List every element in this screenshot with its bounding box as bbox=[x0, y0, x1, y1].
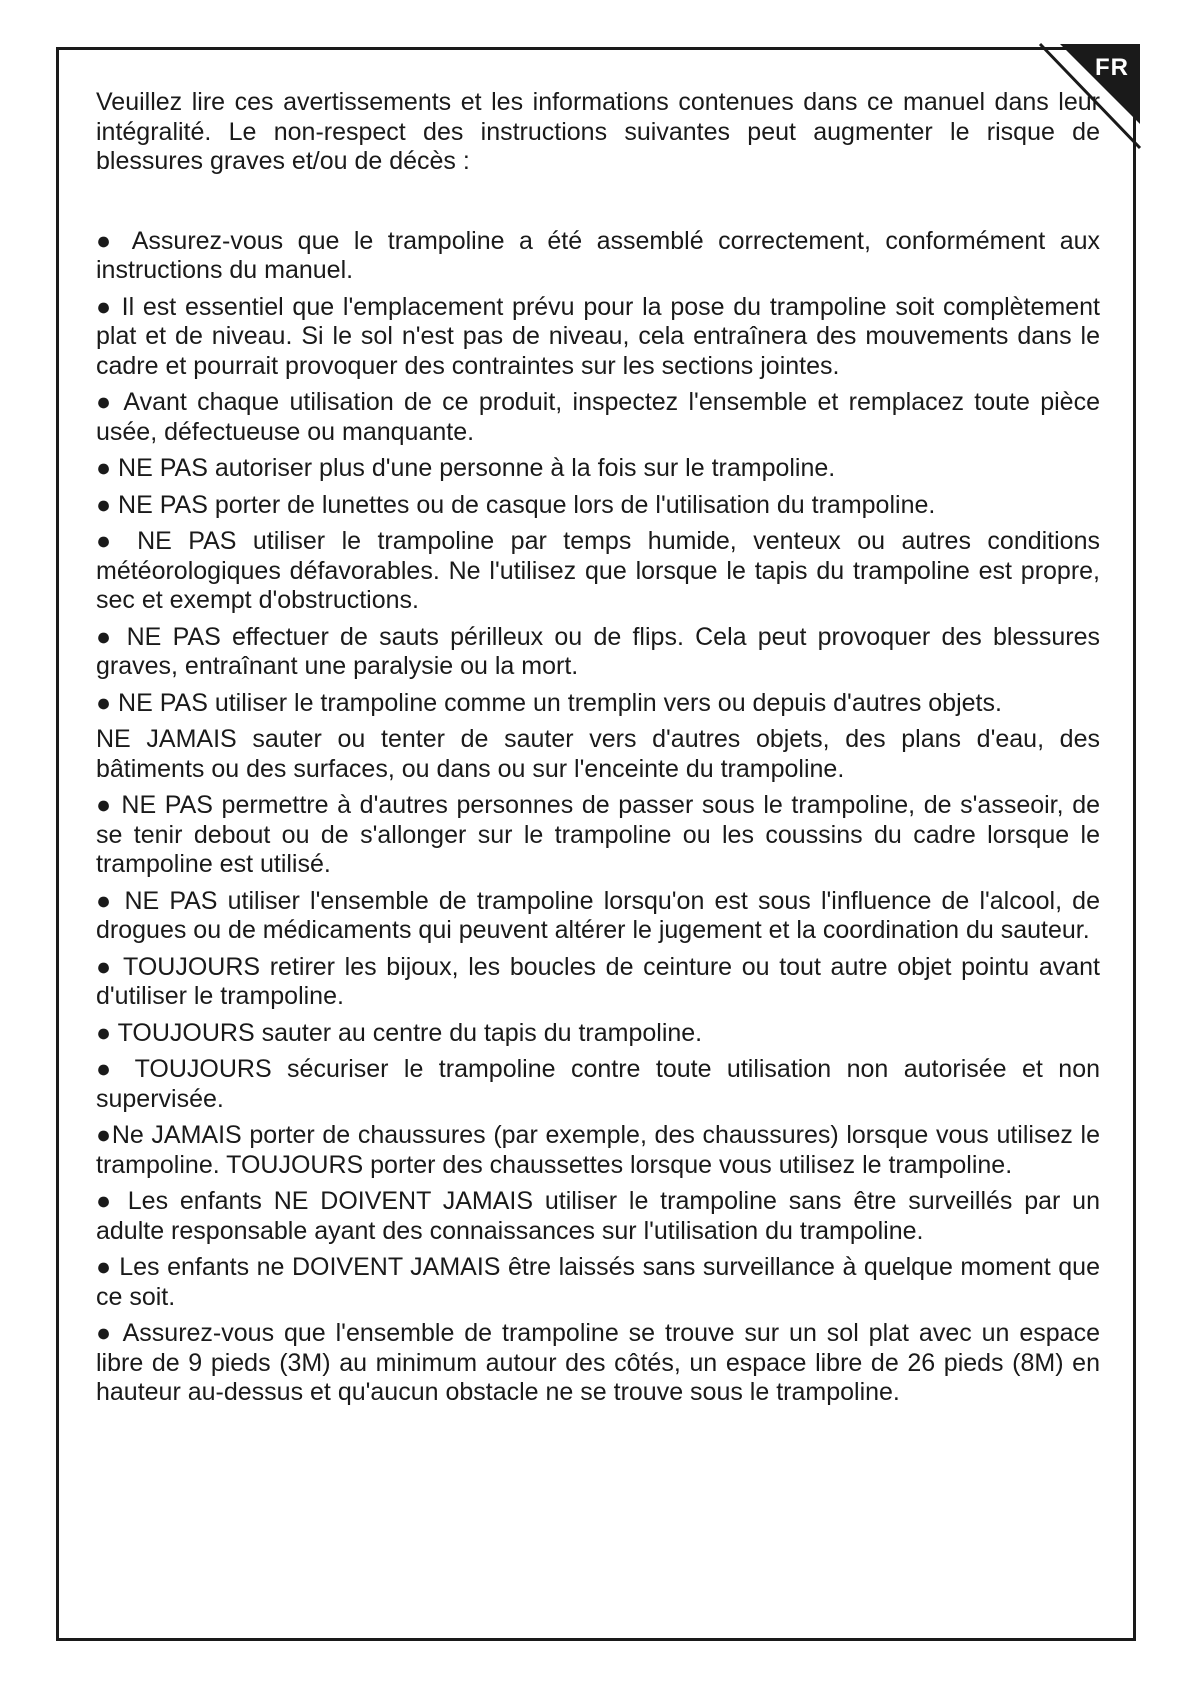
warning-item: ● Avant chaque utilisation de ce produit, inspectez l'ensemble et remplacez toute pièce usée, défectueuse ou manquante. bbox=[96, 388, 1100, 446]
warning-item: ● TOUJOURS retirer les bijoux, les boucles de ceinture ou tout autre objet pointu avant d'utiliser le trampoline. bbox=[96, 952, 1100, 1010]
warning-item: ● Assurez-vous que l'ensemble de trampoline se trouve sur un sol plat avec un espace libre de 9 pieds (3M) au minimum autour des côtés, un espace libre de 26 pieds (8M) en hauteur au-dessus et qu'aucun obstacle ne se trouve sous le trampoline. bbox=[96, 1319, 1100, 1406]
language-tag: FR bbox=[1095, 54, 1129, 81]
warning-item: ● Assurez-vous que le trampoline a été assemblé correctement, conformément aux instructions du manuel. bbox=[96, 226, 1100, 284]
warning-item: ● Il est essentiel que l'emplacement prévu pour la pose du trampoline soit complètement plat et de niveau. Si le sol n'est pas de niveau, cela entraînera des mouvements dans le cadre et pourrait provoquer des contraintes sur les sections jointes. bbox=[96, 292, 1100, 380]
warnings-content bbox=[96, 88, 1100, 1415]
warning-item: ●Ne JAMAIS porter de chaussures (par exemple, des chaussures) lorsque vous utilisez le trampoline. TOUJOURS porter des chaussettes lorsque vous utilisez le trampoline. bbox=[96, 1121, 1100, 1179]
intro-paragraph: Veuillez lire ces avertissements et les informations contenues dans ce manuel dans leur intégralité. Le non-respect des instructions suivantes peut augmenter le risque de blessures graves et/ou de décès : bbox=[96, 88, 1100, 175]
warning-item: ● NE PAS porter de lunettes ou de casque lors de l'utilisation du trampoline. bbox=[96, 490, 936, 519]
warning-item: ● TOUJOURS sauter au centre du tapis du trampoline. bbox=[96, 1018, 703, 1047]
warning-item: ● NE PAS utiliser le trampoline comme un tremplin vers ou depuis d'autres objets. bbox=[96, 688, 1002, 717]
warning-item: NE JAMAIS sauter ou tenter de sauter vers d'autres objets, des plans d'eau, des bâtiments ou des surfaces, ou dans ou sur l'enceinte du trampoline. bbox=[96, 725, 1100, 783]
warning-item: ● NE PAS effectuer de sauts périlleux ou de flips. Cela peut provoquer des blessures graves, entraînant une paralysie ou la mort. bbox=[96, 622, 1100, 680]
warning-item: ● Les enfants ne DOIVENT JAMAIS être laissés sans surveillance à quelque moment que ce soit. bbox=[96, 1253, 1100, 1311]
warning-item: ● NE PAS utiliser l'ensemble de trampoline lorsqu'on est sous l'influence de l'alcool, de drogues ou de médicaments qui peuvent altérer le jugement et la coordination du sauteur. bbox=[96, 886, 1100, 944]
warning-item: ● TOUJOURS sécuriser le trampoline contre toute utilisation non autorisée et non supervisée. bbox=[96, 1055, 1100, 1113]
warning-item: ● NE PAS permettre à d'autres personnes de passer sous le trampoline, de s'asseoir, de se tenir debout ou de s'allonger sur le trampoline ou les coussins du cadre lorsque le trampoline est utilisé. bbox=[96, 791, 1100, 878]
warning-item: ● Les enfants NE DOIVENT JAMAIS utiliser le trampoline sans être surveillés par un adulte responsable ayant des connaissances sur l'utilisation du trampoline. bbox=[96, 1187, 1100, 1245]
warning-item: ● NE PAS utiliser le trampoline par temps humide, venteux ou autres conditions météorologiques défavorables. Ne l'utilisez que lorsque le tapis du trampoline est propre, sec et exempt d'obstructions. bbox=[96, 527, 1100, 614]
warning-item: ● NE PAS autoriser plus d'une personne à la fois sur le trampoline. bbox=[96, 454, 836, 482]
